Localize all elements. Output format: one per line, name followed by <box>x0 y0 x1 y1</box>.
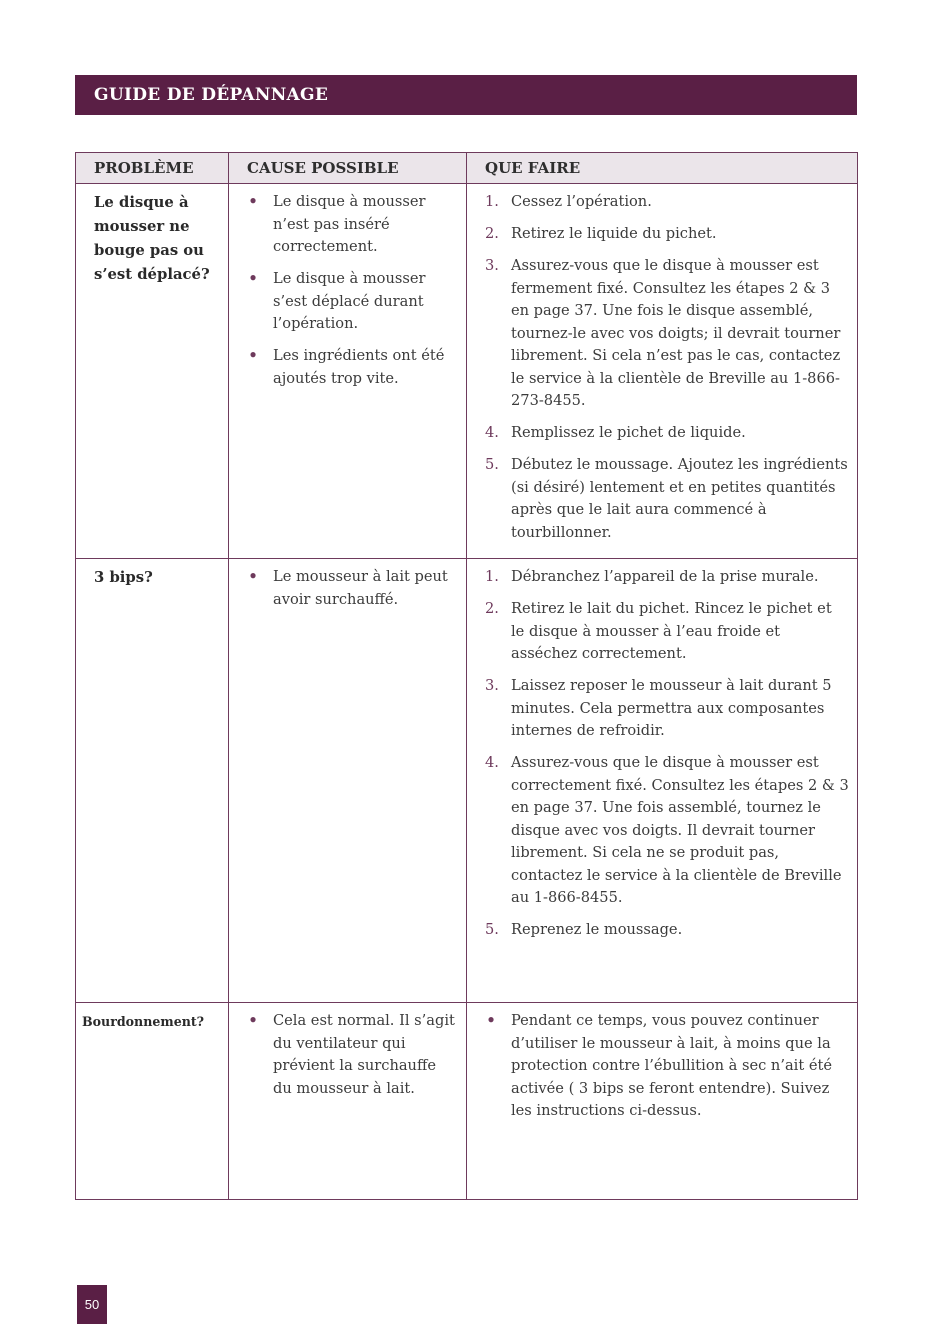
bullet-marker: • <box>486 1012 496 1029</box>
cause-item <box>247 566 458 611</box>
cause-cell <box>229 1003 467 1200</box>
action-step <box>485 454 849 544</box>
step-number: 1. <box>485 193 499 210</box>
cause-item <box>247 268 458 336</box>
table-header-row <box>76 153 858 184</box>
cause-text: Le disque à mousser n’est pas inséré correctement. <box>273 193 426 255</box>
step-number: 2. <box>485 600 499 617</box>
step-number: 4. <box>485 754 499 771</box>
cause-item <box>247 345 458 390</box>
bullet-marker: • <box>248 193 258 210</box>
action-text: Assurez-vous que le disque à mousser est correctement fixé. Consultez les étapes 2 & 3 en page 37. Une fois assemblé, tournez le disque avec vos doigts. Il devrait tourner librement. Si cela ne se produit pas, contactez le service à la clientèle de Breville au 1-866-8455. <box>511 754 849 906</box>
table-row <box>76 184 858 559</box>
action-text: Retirez le liquide du pichet. <box>511 225 717 242</box>
cause-cell <box>229 559 467 1003</box>
action-step <box>485 255 849 413</box>
bullet-marker: • <box>248 270 258 287</box>
action-cell <box>467 1003 858 1200</box>
column-header-action: QUE FAIRE <box>467 153 858 184</box>
problem-cell: 3 bips? <box>76 559 229 1003</box>
cause-item <box>247 191 458 259</box>
page-number: 50 <box>77 1285 107 1324</box>
action-step <box>485 598 849 666</box>
action-step <box>485 675 849 743</box>
problem-cell: Bourdonnement? <box>76 1003 229 1200</box>
step-number: 5. <box>485 921 499 938</box>
step-number: 3. <box>485 677 499 694</box>
bullet-marker: • <box>248 568 258 585</box>
bullet-marker: • <box>248 1012 258 1029</box>
action-cell <box>467 559 858 1003</box>
action-item <box>485 1010 849 1123</box>
step-number: 2. <box>485 225 499 242</box>
column-header-cause: CAUSE POSSIBLE <box>229 153 467 184</box>
action-text: Débutez le moussage. Ajoutez les ingrédients (si désiré) lentement et en petites quantités après que le lait aura commencé à tourbillonner. <box>511 456 848 541</box>
action-text: Laissez reposer le mousseur à lait durant 5 minutes. Cela permettra aux composantes internes de refroidir. <box>511 677 832 739</box>
table-row <box>76 559 858 1003</box>
cause-item <box>247 1010 458 1100</box>
action-step <box>485 223 849 246</box>
step-number: 1. <box>485 568 499 585</box>
step-number: 4. <box>485 424 499 441</box>
step-number: 5. <box>485 456 499 473</box>
problem-cell: Le disque à mousser ne bouge pas ou s’est déplacé? <box>76 184 229 559</box>
cause-text: Cela est normal. Il s’agit du ventilateur qui prévient la surchauffe du mousseur à lait. <box>273 1012 455 1097</box>
bullet-marker: • <box>248 347 258 364</box>
action-text: Remplissez le pichet de liquide. <box>511 424 746 441</box>
cause-text: Le mousseur à lait peut avoir surchauffé. <box>273 568 448 608</box>
action-list <box>485 1010 849 1123</box>
action-step <box>485 191 849 214</box>
cause-list <box>247 191 458 390</box>
action-text: Assurez-vous que le disque à mousser est fermement fixé. Consultez les étapes 2 & 3 en page 37. Une fois le disque assemblé, tournez-le avec vos doigts; il devrait tourner librement. Si cela n’est pas le cas, contactez le service à la clientèle de Breville au 1-866-273-8455. <box>511 257 841 409</box>
action-step <box>485 566 849 589</box>
column-header-problem: PROBLÈME <box>76 153 229 184</box>
action-list <box>485 191 849 544</box>
troubleshooting-table <box>75 152 858 1200</box>
action-cell <box>467 184 858 559</box>
step-number: 3. <box>485 257 499 274</box>
cause-list <box>247 1010 458 1100</box>
action-text: Retirez le lait du pichet. Rincez le pichet et le disque à mousser à l’eau froide et asséchez correctement. <box>511 600 832 662</box>
cause-text: Le disque à mousser s’est déplacé durant l’opération. <box>273 270 426 332</box>
cause-cell <box>229 184 467 559</box>
table-row <box>76 1003 858 1200</box>
action-text: Cessez l’opération. <box>511 193 652 210</box>
action-step <box>485 919 849 942</box>
action-text: Pendant ce temps, vous pouvez continuer d’utiliser le mousseur à lait, à moins que la protection contre l’ébullition à sec n’ait été activée ( 3 bips se feront entendre). Suivez les instructions ci-dessus. <box>511 1012 832 1119</box>
cause-text: Les ingrédients ont été ajoutés trop vite. <box>273 347 445 387</box>
action-list <box>485 566 849 942</box>
action-text: Reprenez le moussage. <box>511 921 683 938</box>
section-title: GUIDE DE DÉPANNAGE <box>75 75 857 115</box>
action-text: Débranchez l’appareil de la prise murale. <box>511 568 819 585</box>
cause-list <box>247 566 458 611</box>
action-step <box>485 752 849 910</box>
action-step <box>485 422 849 445</box>
